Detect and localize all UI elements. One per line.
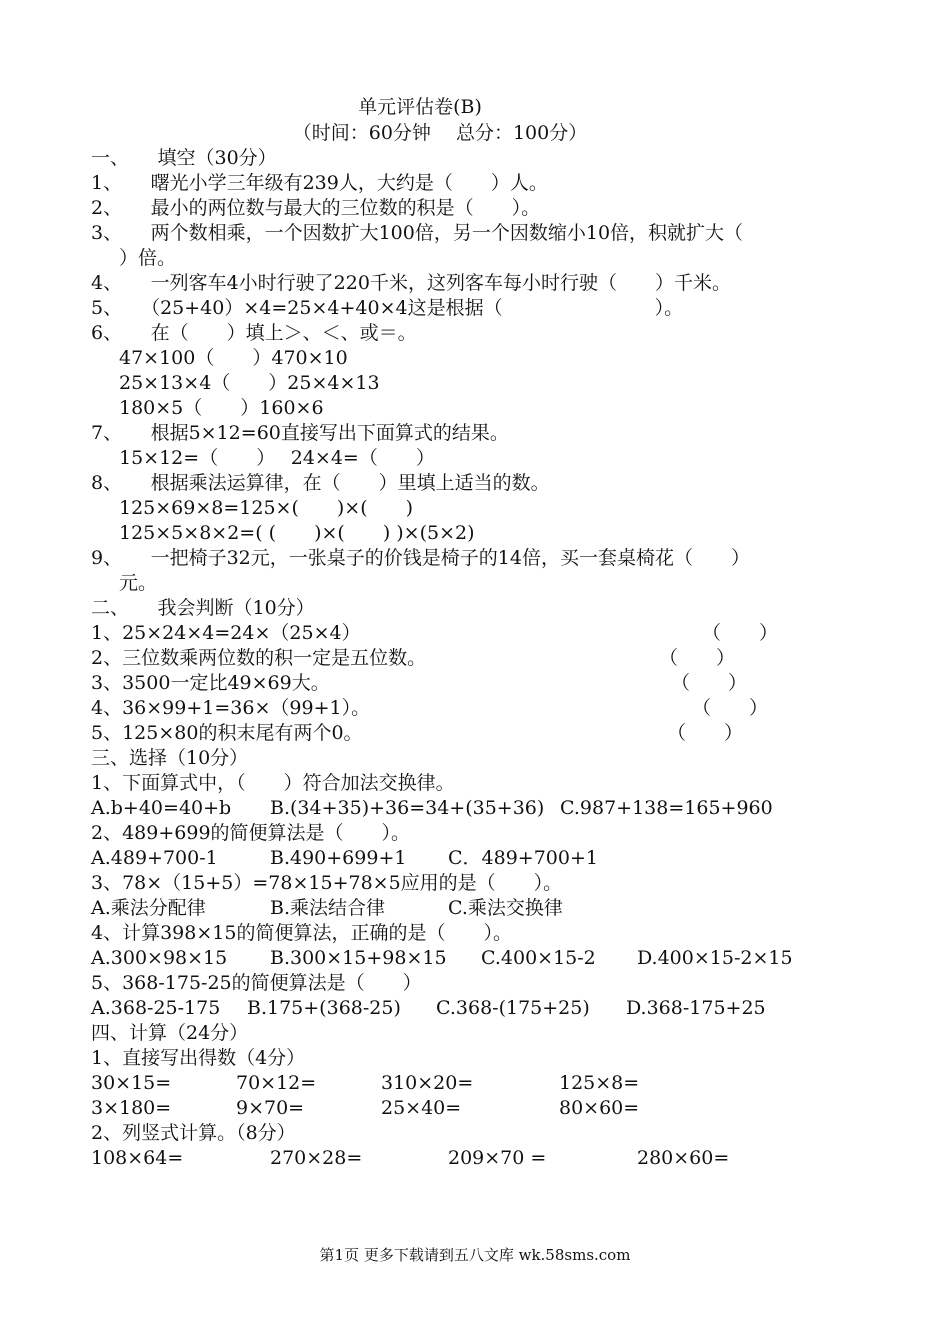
section1-q7-a: 15×12=（ ） 24×4=（ ） (119, 447, 435, 469)
calc-item: 310×20= (381, 1072, 474, 1094)
section4-heading: 四、计算（24分） (91, 1022, 249, 1044)
judge-item-answer-blank: （ ） (702, 622, 779, 644)
calc-item: 125×8= (559, 1072, 640, 1094)
choice-option: A.b+40=40+b (91, 797, 232, 819)
page-footer: 第1页 更多下载请到五八文库 wk.58sms.com (319, 1246, 631, 1264)
choice-option: C.368-(175+25) (436, 997, 590, 1019)
calc-item: 25×40= (381, 1097, 462, 1119)
section2-heading: 二、 我会判断（10分） (91, 597, 315, 619)
calc-item: 3×180= (91, 1097, 172, 1119)
choice-option: C．489+700+1 (448, 847, 598, 869)
choice-question-5: 5、368-175-25的简便算法是（ ） (91, 972, 422, 994)
judge-item-text: 4、36×99+1=36×（99+1）。 (91, 697, 371, 719)
calc-item: 280×60= (637, 1147, 730, 1169)
section4-sub2: 2、列竖式计算。（8分） (91, 1122, 296, 1144)
section1-q6-a: 47×100（ ）470×10 (119, 347, 348, 369)
choice-option: B.175+(368-25) (247, 997, 401, 1019)
calc-item: 70×12= (236, 1072, 317, 1094)
judge-item-text: 5、125×80的积末尾有两个0。 (91, 722, 363, 744)
calc-item: 209×70 = (448, 1147, 547, 1169)
section1-q4: 4、 一列客车4小时行驶了220千米，这列客车每小时行驶（ ）千米。 (91, 272, 731, 294)
section1-q8-a: 125×69×8=125×( )×( ) (119, 497, 414, 519)
section3-heading: 三、选择（10分） (91, 747, 249, 769)
section1-q5: 5、 （25+40）×4=25×4+40×4这是根据（ ）。 (91, 297, 684, 319)
section1-q6-b: 25×13×4（ ）25×4×13 (119, 372, 380, 394)
calc-item: 270×28= (270, 1147, 363, 1169)
choice-option: B.(34+35)+36=34+(35+36) (270, 797, 545, 819)
choice-option: C.987+138=165+960 (560, 797, 773, 819)
calc-item: 30×15= (91, 1072, 172, 1094)
section1-q9: 9、 一把椅子32元，一张桌子的价钱是椅子的14倍，买一套桌椅花（ ） (91, 547, 750, 569)
choice-option: A.489+700-1 (91, 847, 218, 869)
section1-q3: 3、 两个数相乘，一个因数扩大100倍，另一个因数缩小10倍，积就扩大（ (91, 222, 744, 244)
judge-item-answer-blank: （ ） (659, 647, 736, 669)
section1-q9-cont: 元。 (119, 572, 158, 594)
section1-q6: 6、 在（ ）填上＞、＜、或＝。 (91, 322, 417, 344)
choice-option: C.乘法交换律 (448, 897, 563, 919)
exam-title: 单元评估卷(B) (358, 96, 482, 118)
choice-option: D.400×15-2×15 (637, 947, 793, 969)
section1-q8-b: 125×5×8×2=( ( )×( ) )×(5×2) (119, 522, 475, 544)
judge-item-answer-blank: （ ） (667, 722, 744, 744)
choice-question-1: 1、下面算式中，（ ）符合加法交换律。 (91, 772, 455, 794)
choice-option: B.乘法结合律 (270, 897, 386, 919)
choice-option: A.乘法分配律 (91, 897, 206, 919)
choice-option: C.400×15-2 (481, 947, 596, 969)
choice-question-4: 4、计算398×15的简便算法，正确的是（ ）。 (91, 922, 512, 944)
choice-question-2: 2、489+699的简便算法是（ ）。 (91, 822, 411, 844)
choice-option: A.368-25-175 (91, 997, 221, 1019)
section4-sub1: 1、直接写出得数（4分） (91, 1047, 306, 1069)
exam-subtitle: （时间：60分钟 总分：100分） (292, 122, 588, 144)
choice-question-3: 3、78×（15+5）=78×15+78×5应用的是（ ）。 (91, 872, 563, 894)
choice-option: A.300×98×15 (91, 947, 228, 969)
judge-item-text: 1、25×24×4=24×（25×4） (91, 622, 361, 644)
choice-option: B.300×15+98×15 (270, 947, 447, 969)
section1-q2: 2、 最小的两位数与最大的三位数的积是（ ）。 (91, 197, 541, 219)
section1-q6-c: 180×5（ ）160×6 (119, 397, 324, 419)
judge-item-answer-blank: （ ） (671, 672, 748, 694)
section1-q1: 1、 曙光小学三年级有239人，大约是（ ）人。 (91, 172, 548, 194)
choice-option: D.368-175+25 (626, 997, 766, 1019)
section1-q3-cont: ）倍。 (119, 247, 177, 269)
section1-q7: 7、 根据5×12=60直接写出下面算式的结果。 (91, 422, 509, 444)
judge-item-text: 3、3500一定比49×69大。 (91, 672, 330, 694)
section1-heading: 一、 填空（30分） (91, 147, 277, 169)
calc-item: 9×70= (236, 1097, 305, 1119)
judge-item-answer-blank: （ ） (692, 697, 769, 719)
judge-item-text: 2、三位数乘两位数的积一定是五位数。 (91, 647, 427, 669)
calc-item: 80×60= (559, 1097, 640, 1119)
choice-option: B.490+699+1 (270, 847, 407, 869)
calc-item: 108×64= (91, 1147, 184, 1169)
section1-q8: 8、 根据乘法运算律，在（ ）里填上适当的数。 (91, 472, 550, 494)
